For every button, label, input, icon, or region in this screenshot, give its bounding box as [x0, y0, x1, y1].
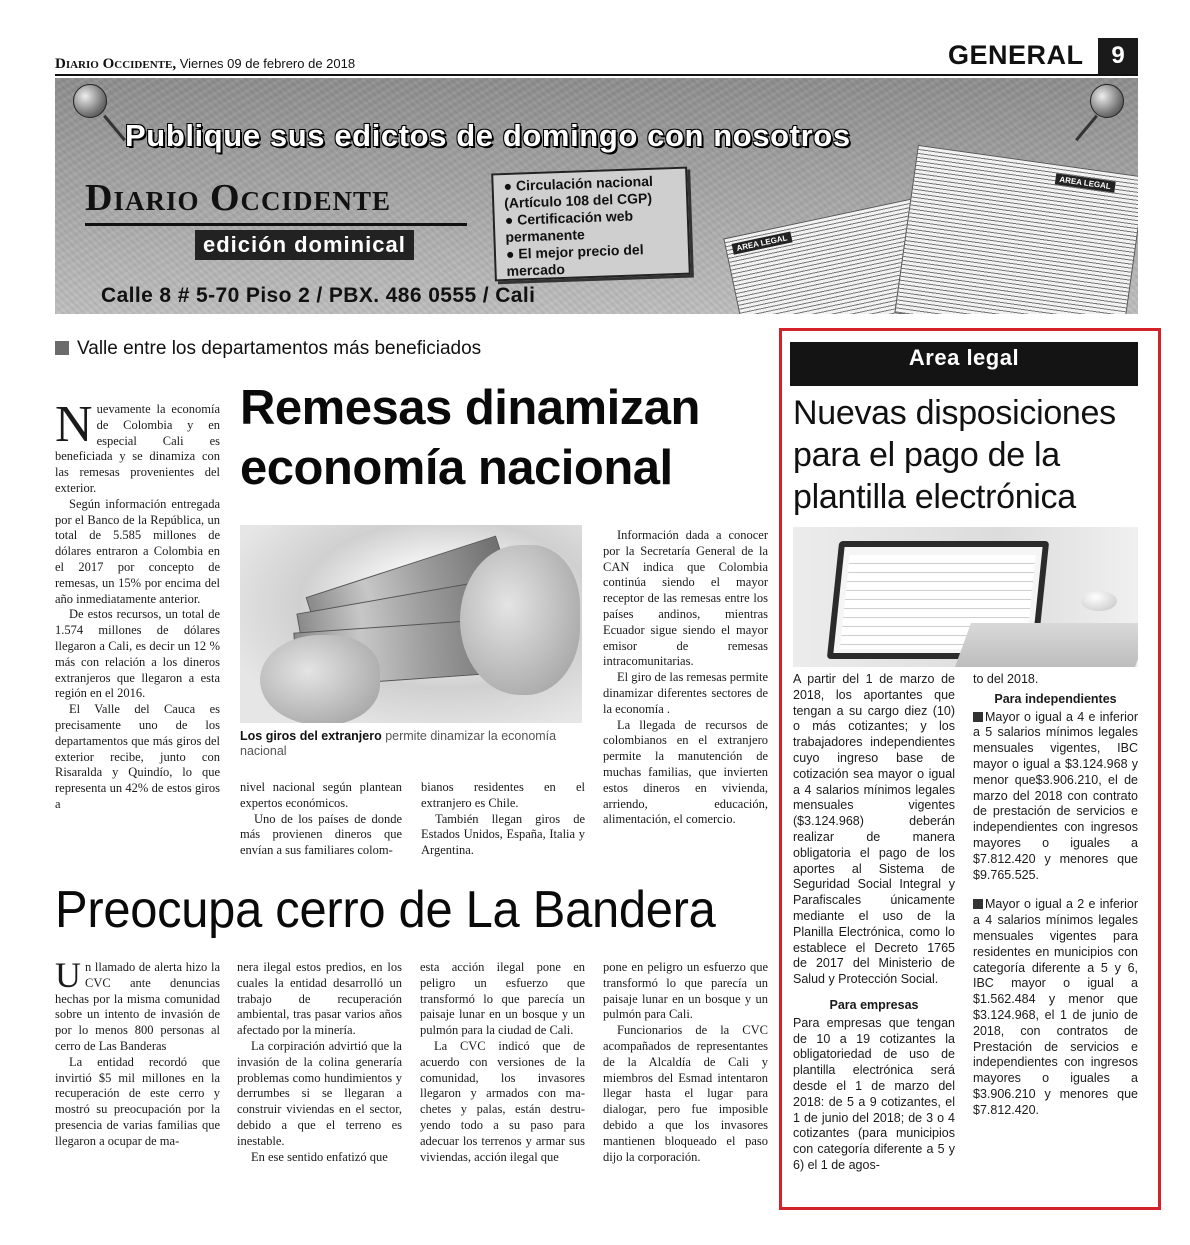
pushpin-needle	[103, 115, 126, 141]
section-title: GENERAL	[948, 40, 1084, 70]
pushpin-icon	[1090, 84, 1124, 118]
paragraph: Funcionarios de la CVC acompañados de representantes de la Alcaldía de Cali y miembros del Esmad intentaron llegar hasta el lugar para dialogar, pero fue imposible debido a que los invasores mantienen bloqueado el paso dijo la corporación.	[603, 1023, 768, 1164]
area-legal-bar: Area legal	[790, 342, 1138, 386]
photo-caption	[240, 729, 585, 759]
paragraph: La CVC indicó que de acuerdo con versiones de la comunidad, los invasores llegaron y armados con ma-chetes y palas, están destru-yendo todo a su paso para adecuar los terrenos y armar sus viviendas, acción ilegal que	[420, 1038, 585, 1164]
area-legal-column-1	[793, 672, 955, 1174]
remesas-column-2	[240, 780, 402, 859]
bandera-column-3	[420, 960, 585, 1165]
remesas-column-3	[421, 780, 585, 859]
sheet-tag: AREA LEGAL	[732, 232, 793, 255]
laptop-photo	[793, 527, 1138, 667]
paragraph: esta acción ilegal pone en peligro un esfuerzo que transformó lo que parecía un paisaje lunar en un bosque y un pulmón para la ciudad de Cali.	[420, 960, 585, 1038]
remesas-column-1	[55, 396, 220, 813]
paragraph	[55, 955, 220, 1055]
subheading-independientes: Para independientes	[994, 691, 1117, 706]
feature-item: ● El mejor precio del mercado	[506, 240, 679, 280]
caption-rest: permite dinamizar la economía nacional	[240, 729, 557, 758]
banner-headline: Publique sus edictos de domingo con nosotros	[125, 118, 851, 153]
caption-lead: Los giros del extranjero	[240, 729, 382, 743]
square-bullet-icon	[973, 899, 983, 909]
subheading-empresas: Para empresas	[829, 997, 919, 1012]
square-bullet-icon	[973, 712, 983, 722]
paragraph: También llegan giros de Estados Unidos, España, Italia y Argentina.	[421, 811, 585, 858]
paragraph: La entidad recordó que invirtió $5 mil millones en la recuperación de este cerro y mostró su preocupación por la presencia de varias familias que llegaron a ocupar de ma-	[55, 1054, 220, 1148]
feature-item: ● Certificación web permanente	[505, 206, 678, 246]
paragraph: nivel nacional según plantean expertos económicos.	[240, 780, 402, 810]
banner-edition: edición dominical	[195, 230, 414, 260]
hand	[260, 635, 380, 723]
banner-address: Calle 8 # 5-70 Piso 2 / PBX. 486 0555 / Cali	[101, 284, 536, 307]
list-item-text: Mayor o igual a 4 e inferior a 5 salarios mínimos legales mensuales vigentes, IBC mayor o igual a $3.124.968 y menor que$3.906.210, el de marzo del 2018 con contrato de prestación de servicios e independientes con ingresos mayores o iguales a $7.812.420 y menores que $9.765.525.	[973, 709, 1138, 882]
story-kicker	[55, 338, 481, 360]
newspaper-sheets-illustration	[735, 140, 1135, 314]
paragraph: El giro de las remesas permite dinamizar diferentes sectores de la economía .	[603, 670, 768, 716]
bandera-headline: Preocupa cerro de La Bandera	[55, 881, 716, 939]
paragraph: A partir del 1 de marzo de 2018, los aportantes que tengan a su cargo diez (10) o más cotizantes; y los trabajadores independientes cuyo ingreso base de cotización sea mayor o igual a 4 salarios mínimos legales mensuales vigentes ($3.124.968) deberán realizar de manera obligatoria el pago de los aportes al Sistema de Seguridad Social Integral y Parafiscales únicamente mediante el uso de la Planilla Electrónica, como lo establece el Decreto 1765 de 2017 del Ministerio de Salud y Protección Social.	[793, 672, 955, 987]
logo-rule	[85, 223, 467, 226]
remesas-photo	[240, 525, 582, 723]
paragraph: Uno de los países de donde más provienen dineros que envían a sus familiares colom-	[240, 811, 402, 858]
area-legal-headline: Nuevas disposiciones para el pago de la plantilla electrónica	[793, 394, 1116, 516]
paragraph	[55, 396, 220, 497]
paragraph: El Valle del Cauca es precisamente uno de los departamentos que más giros del exterior recibe, junto con Risaralda y Quindío, lo que representa un 42% de estos giros a	[55, 702, 220, 811]
dropcap: U	[55, 955, 81, 995]
banner-features	[491, 167, 691, 282]
paragraph: La llegada de recursos de colombianos en el extranjero permite la manutención de muchas familias, que invierten estos dineros en vivienda, arriendo, educación, alimentación, el comercio.	[603, 717, 768, 827]
list-item	[973, 710, 1138, 884]
paragraph: Para empresas que tengan de 10 a 19 cotizantes la obligatoriedad de uso de plantilla electrónica será desde el 1 de marzo del 2018: de 5 a 9 cotizantes, el 1 de junio del 2018; de 3 o 4 cotizantes (para municipios con categoría diferente a 5 y 6) el 1 de agos-	[793, 1015, 955, 1172]
bandera-column-1	[55, 955, 220, 1150]
page-number: 9	[1098, 38, 1138, 74]
newspaper-sheet	[894, 145, 1138, 314]
paragraph: En ese sentido enfatizó que	[251, 1149, 388, 1164]
paragraph: nera ilegal estos predios, en los cuales la entidad desarrolló un trabajo de recuperación ambiental, tras pasar varios años afectado por la minería.	[237, 960, 402, 1038]
paragraph: La corpiración advirtió que la invasión de la colina generaría problemas como hundimientos y derrumbes si se llegaran a construir viviendas en el sector, debido a que el terreno es inestable.	[237, 1038, 402, 1148]
paragraph: Información dada a conocer por la Secretaría General de la CAN indica que Colombia continúa siendo el mayor receptor de las remesas entre los países andinos, mientras Ecuador sigue siendo el mayor emisor de remesas intracomunitarias.	[603, 528, 768, 669]
list-item	[973, 897, 1138, 1118]
header-rule	[55, 74, 1138, 76]
paragraph-text: uevamente la economía de Colombia y en especial Cali es beneficiada y se dinamiza con las remesas provenientes del exterior.	[55, 402, 220, 495]
sheet-tag: AREA LEGAL	[1055, 173, 1116, 192]
area-legal-column-2	[973, 672, 1138, 1119]
banner-logo: Diario Occidente	[85, 177, 392, 219]
masthead	[55, 56, 355, 73]
paragraph: bianos residentes en el extranjero es Chile.	[421, 780, 585, 810]
paragraph: Según información entregada por el Banco de la República, un total de 5.585 millones de dólares entraron a Colombia en el 2017 por concepto de remesas, un 15% por encima del año inmediatamente anterior.	[55, 496, 220, 606]
hand	[460, 545, 580, 695]
laptop-keyboard	[955, 623, 1138, 667]
feature-item: ● Circulación nacional (Artículo 108 del CGP)	[503, 172, 676, 212]
banner-ad	[55, 78, 1138, 314]
mouse	[1081, 591, 1117, 611]
dropcap: N	[55, 396, 93, 453]
paragraph: De estos recursos, un total de 1.574 millones de dólares llegaron a Cali, es decir un 12 % más con relación a los dineros extranjeros que llegaron a esta región en el 2016.	[55, 607, 220, 701]
paper-name: Diario Occidente,	[55, 56, 177, 72]
issue-date: Viernes 09 de febrero de 2018	[179, 56, 356, 71]
kicker-text: Valle entre los departamentos más beneficiados	[77, 338, 482, 359]
bandera-column-4	[603, 960, 768, 1165]
remesas-column-4	[603, 528, 768, 828]
pushpin-icon	[73, 84, 107, 118]
list-item-text: Mayor o igual a 2 e inferior a 4 salarios mínimos legales mensuales vigentes para residentes en municipios con categoría diferente a 5 y 6, IBC mayor o igual a $1.562.484 y menor que $3.124.968, el 1 de junio de 2018, con contratos de Prestación de servicios e independientes con ingresos mayores o iguales a $3.906.210 y menores que $7.812.420.	[973, 897, 1138, 1117]
bandera-column-2	[237, 960, 402, 1165]
square-bullet-icon	[55, 341, 69, 355]
paragraph-text: n llamado de alerta hizo la CVC ante denuncias hechas por la misma comunidad sobre un intento de invasión de por lo menos 800 personas al cerro de Las Banderas	[55, 960, 220, 1053]
paragraph: pone en peligro un esfuerzo que transformó lo que parecía un paisaje lunar en un bosque y un pulmón para Cali.	[603, 960, 768, 1022]
paragraph: to del 2018.	[973, 672, 1039, 686]
remesas-headline: Remesas dinamizan economía nacional	[240, 381, 700, 496]
pushpin-needle	[1075, 115, 1098, 141]
